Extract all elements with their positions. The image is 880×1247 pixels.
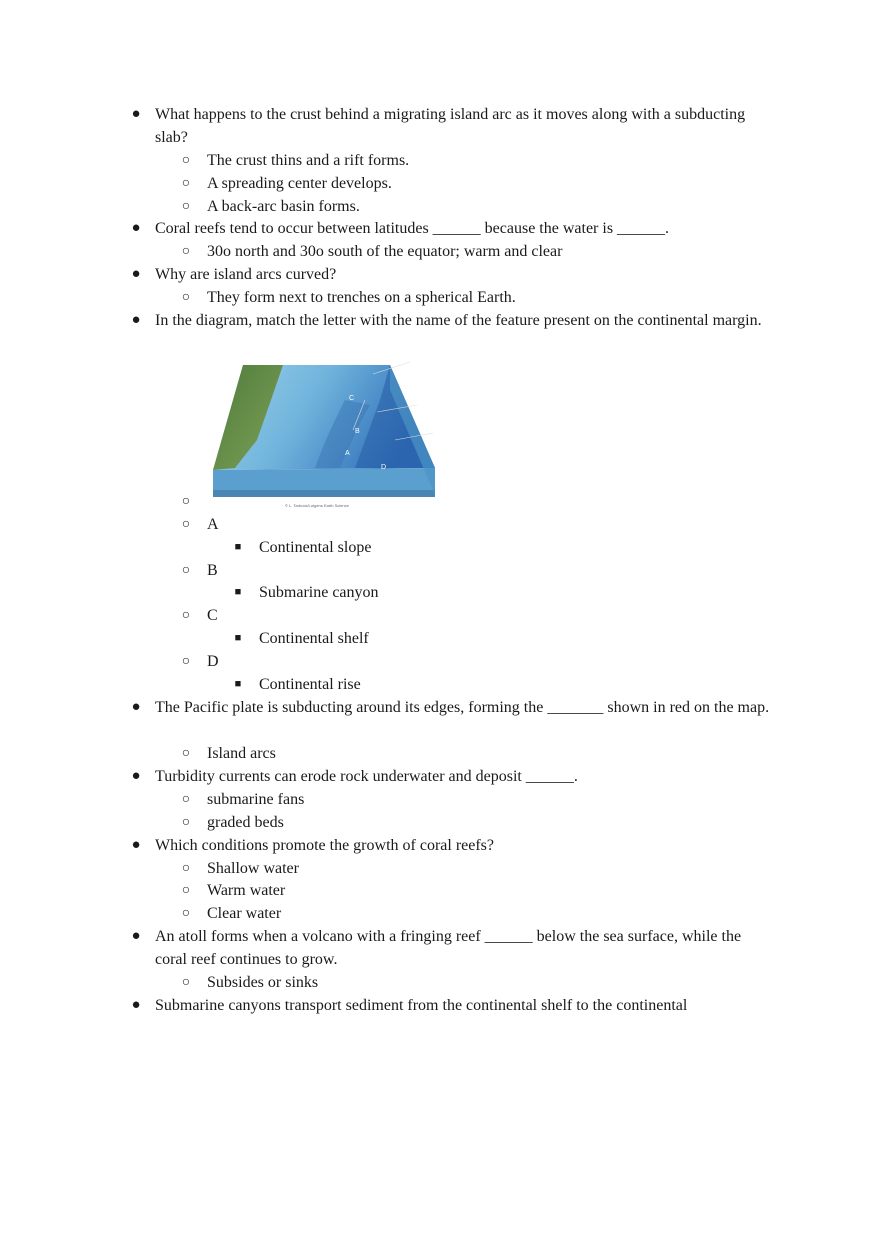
answer: A back-arc basin forms.	[207, 198, 360, 215]
bullet: ○	[181, 199, 191, 214]
diagram-label-a: A	[345, 450, 350, 457]
bullet: ■	[234, 678, 242, 690]
bullet: ●	[131, 837, 141, 853]
answer: Island arcs	[207, 745, 276, 762]
question: Turbidity currents can erode rock underwater and deposit ______.	[155, 768, 578, 785]
bullet: ■	[234, 586, 242, 598]
answer: They form next to trenches on a spherical Earth.	[207, 289, 516, 306]
bullet: ●	[131, 266, 141, 282]
bullet: ○	[181, 746, 191, 761]
continental-margin-diagram	[205, 360, 440, 510]
answer: submarine fans	[207, 791, 305, 808]
question: Which conditions promote the growth of coral reefs?	[155, 837, 494, 854]
continental-margin-block	[205, 360, 440, 510]
match-letter: D	[207, 653, 219, 670]
answer: Shallow water	[207, 860, 299, 877]
diagram-caption: © L. Tarbuck/Lutgens Earth Science	[285, 503, 349, 508]
diagram-label-b: B	[355, 428, 360, 435]
bullet: ○	[181, 815, 191, 830]
bullet: ●	[131, 699, 141, 715]
answer: graded beds	[207, 814, 284, 831]
match-letter: C	[207, 607, 218, 624]
match-answer: Continental rise	[259, 676, 361, 693]
bullet: ○	[181, 290, 191, 305]
question: The Pacific plate is subducting around its edges, forming the _______ shown in red on the map.	[155, 699, 770, 716]
question: An atoll forms when a volcano with a fringing reef ______ below the sea surface, while the coral reef continues to grow.	[155, 928, 742, 968]
question: In the diagram, match the letter with the name of the feature present on the continental margin.	[155, 312, 762, 329]
question: Submarine canyons transport sediment from the continental shelf to the continental	[155, 997, 688, 1014]
bullet: ○	[181, 654, 191, 669]
bullet: ●	[131, 312, 141, 328]
block-base	[213, 490, 435, 497]
bullet: ○	[181, 975, 191, 990]
diagram-label-d: D	[381, 464, 387, 471]
answer: 30o north and 30o south of the equator; warm and clear	[207, 243, 563, 260]
answer: The crust thins and a rift forms.	[207, 152, 410, 169]
bullet: ●	[131, 768, 141, 784]
bullet: ●	[131, 997, 141, 1013]
bullet: ○	[181, 906, 191, 921]
answer: A spreading center develops.	[207, 175, 392, 192]
diagram-label-c: C	[349, 395, 355, 402]
match-letter: A	[207, 516, 219, 533]
bullet: ■	[234, 541, 242, 553]
match-answer: Submarine canyon	[259, 584, 379, 601]
match-letter: B	[207, 562, 218, 579]
bullet: ○	[181, 861, 191, 876]
answer: Subsides or sinks	[207, 974, 319, 991]
bullet: ○	[181, 494, 191, 509]
bullet: ○	[181, 792, 191, 807]
match-answer: Continental shelf	[259, 630, 369, 647]
bullet: ○	[181, 517, 191, 532]
bullet: ●	[131, 106, 141, 122]
question: Why are island arcs curved?	[155, 266, 337, 283]
bullet: ●	[131, 220, 141, 236]
answer: Clear water	[207, 905, 282, 922]
bullet: ■	[234, 632, 242, 644]
match-answer: Continental slope	[259, 539, 372, 556]
bullet: ○	[181, 176, 191, 191]
bullet: ○	[181, 153, 191, 168]
bullet: ○	[181, 608, 191, 623]
question: What happens to the crust behind a migrating island arc as it moves along with a subducting slab?	[155, 106, 746, 146]
answer: Warm water	[207, 882, 286, 899]
bullet: ○	[181, 244, 191, 259]
bullet: ○	[181, 563, 191, 578]
bullet: ●	[131, 928, 141, 944]
question: Coral reefs tend to occur between latitudes ______ because the water is ______.	[155, 220, 670, 237]
bullet: ○	[181, 883, 191, 898]
